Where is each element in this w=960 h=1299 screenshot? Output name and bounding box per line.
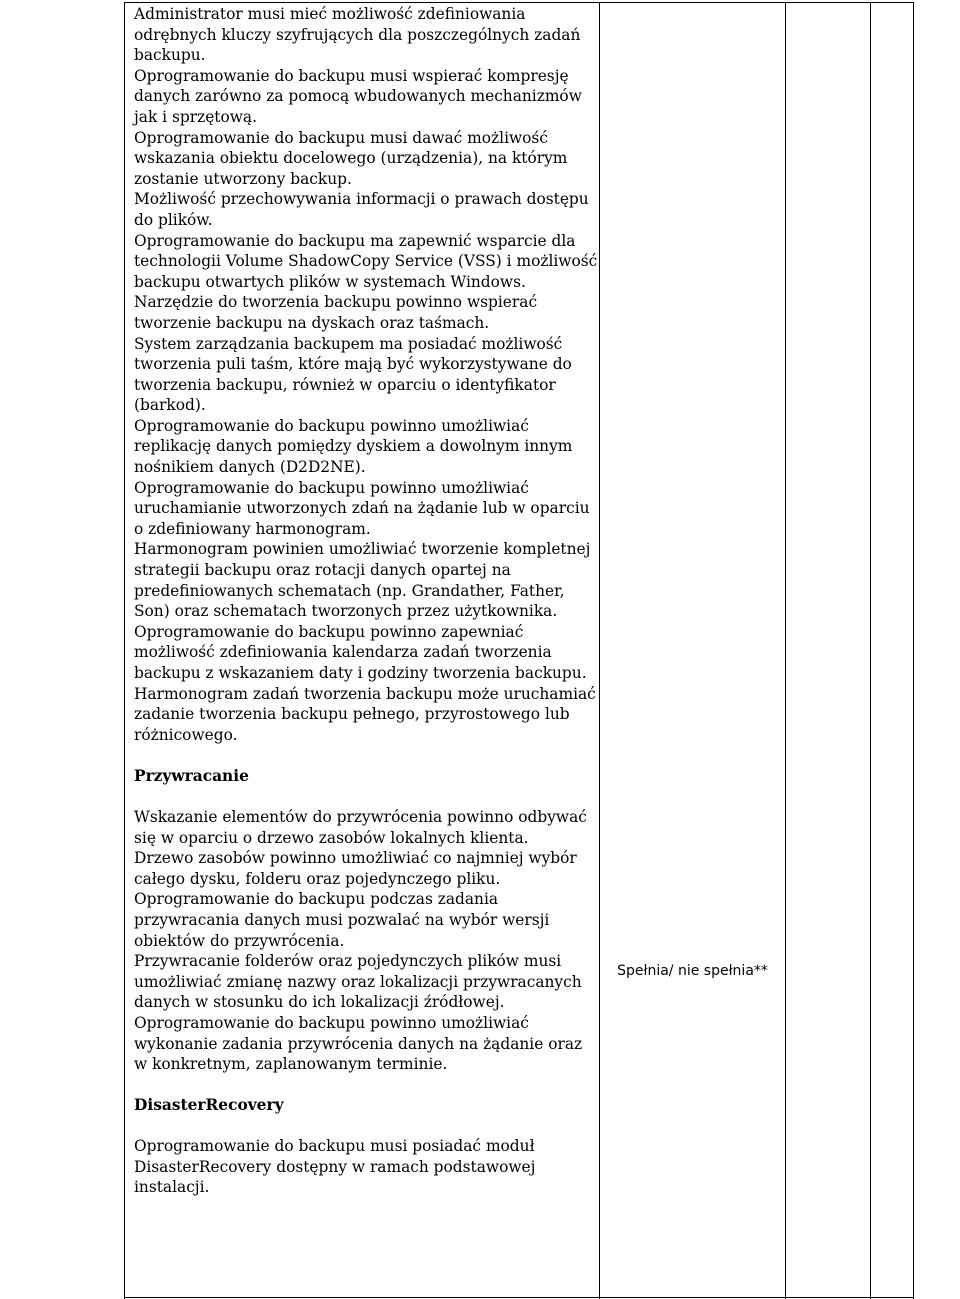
restore-requirements-list — [134, 807, 599, 1075]
backup-requirements-list — [134, 4, 599, 745]
table-column-divider — [870, 2, 871, 1299]
requirement-item: Oprogramowanie do backupu musi posiadać moduł DisasterRecovery dostępny w ramach podstawowej instalacji. — [134, 1137, 536, 1197]
requirement-item: Wskazanie elementów do przywrócenia powinno odbywać się w oparciu o drzewo zasobów lokalnych klienta. — [134, 807, 587, 847]
requirement-item: Narzędzie do tworzenia backupu powinno wspierać tworzenie backupu na dyskach oraz taśmach. — [134, 293, 538, 332]
requirements-cell — [134, 4, 599, 1198]
requirement-item: Możliwość przechowywania informacji o prawach dostępu do plików. — [134, 190, 589, 229]
requirement-item: Oprogramowanie do backupu powinno zapewniać możliwość zdefiniowania kalendarza zadań tworzenia backupu z wskazaniem daty i godziny tworzenia backupu. — [134, 622, 587, 682]
table-border-right — [913, 2, 914, 1299]
requirement-item: System zarządzania backupem ma posiadać możliwość tworzenia puli taśm, które mają być wykorzystywane do tworzenia backupu, również w oparciu o identyfikator (barkod). — [134, 334, 572, 415]
compliance-status-cell: Spełnia/ nie spełnia** — [617, 963, 768, 979]
requirement-item: Administrator musi mieć możliwość zdefiniowania odrębnych kluczy szyfrujących dla poszczególnych zadań backupu. — [134, 5, 581, 65]
requirement-item: Oprogramowanie do backupu powinno umożliwiać replikację danych pomiędzy dyskiem a dowolnym innym nośnikiem danych (D2D2NE). — [134, 416, 573, 477]
requirement-item: Drzewo zasobów powinno umożliwiać co najmniej wybór całego dysku, folderu oraz pojedynczego pliku. — [134, 849, 577, 888]
requirement-item: Oprogramowanie do backupu powinno umożliwiać uruchamianie utworzonych zdań na żądanie lub w oparciu o zdefiniowany harmonogram. — [134, 478, 590, 538]
requirement-item: Harmonogram zadań tworzenia backupu może uruchamiać zadanie tworzenia backupu pełnego, przyrostowego lub różnicowego. — [134, 684, 596, 744]
table-column-divider — [599, 2, 600, 1299]
table-border-top — [124, 2, 914, 3]
section-title-restore: Przywracanie — [134, 766, 249, 785]
requirement-item: Oprogramowanie do backupu musi dawać możliwość wskazania obiektu docelowego (urządzenia), na którym zostanie utworzony backup. — [134, 128, 568, 188]
disaster-recovery-requirements-list — [134, 1136, 599, 1198]
table-border-bottom — [124, 1297, 914, 1298]
requirement-item: Oprogramowanie do backupu musi wspierać kompresję danych zarówno za pomocą wbudowanych mechanizmów jak i sprzętową. — [134, 66, 582, 126]
requirement-item: Oprogramowanie do backupu ma zapewnić wsparcie dla technologii Volume ShadowCopy Service (VSS) i możliwość backupu otwartych plików w systemach Windows. — [134, 231, 598, 291]
table-border-left — [124, 2, 125, 1299]
requirement-item: Przywracanie folderów oraz pojedynczych plików musi umożliwiać zmianę nazwy oraz lokalizacji przywracanych danych w stosunku do ich lokalizacji źródłowej. — [134, 952, 582, 1012]
requirement-item: Harmonogram powinien umożliwiać tworzenie kompletnej strategii backupu oraz rotacji danych opartej na predefiniowanych schematach (np. Grandather, Father, Son) oraz schematach tworzonych przez użytkownika. — [134, 540, 591, 621]
requirement-item: Oprogramowanie do backupu podczas zadania przywracania danych musi pozwalać na wybór wersji obiektów do przywrócenia. — [134, 890, 550, 950]
table-column-divider — [785, 2, 786, 1299]
section-title-disaster-recovery: DisasterRecovery — [134, 1096, 284, 1115]
requirement-item: Oprogramowanie do backupu powinno umożliwiać wykonanie zadania przywrócenia danych na żądanie oraz w konkretnym, zaplanowanym terminie. — [134, 1013, 583, 1074]
